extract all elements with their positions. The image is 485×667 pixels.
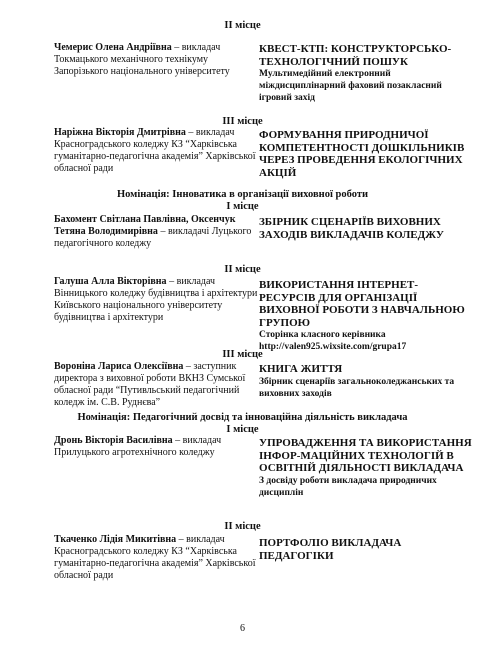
author-name: Ткаченко Лідія Микитівна — [54, 534, 177, 545]
place-heading: II місце — [224, 521, 261, 532]
author-name: Чемерис Олена Андріївна — [54, 42, 172, 53]
work-title: ВИКОРИСТАННЯ ІНТЕРНЕТ-РЕСУРСІВ ДЛЯ ОРГАНІЗАЦІЇ ВИХОВНОЇ РОБОТИ З НАВЧАЛЬНОЮ ГРУПОЮ — [259, 279, 465, 329]
entry-author — [54, 534, 259, 582]
author-name: Наріжна Вікторія Дмитрівна — [54, 127, 186, 138]
work-title: ФОРМУВАННЯ ПРИРОДНИЧОЇ КОМПЕТЕНТНОСТІ ДОШКІЛЬНИКІВ ЧЕРЕЗ ПРОВЕДЕННЯ ЕКОЛОГІЧНИХ АКЦІЙ — [259, 129, 465, 179]
author-affiliation: – викладач Красноградського коледжу КЗ “Харківська гуманітарно-педагогічна академія” Харківської обласної ради — [54, 534, 256, 581]
entry-author — [54, 276, 259, 324]
author-affiliation: – викладач Токмацького механічного технікуму Запорізького національного університету — [54, 42, 230, 77]
author-affiliation: – заступник директора з виховної роботи ВКНЗ Сумської обласної ради “Путивльський педагогічний коледж ім. С.В. Руднєва” — [54, 361, 246, 408]
work-description: Мультимедійний електронний міждисциплінарний фаховий позакласний ігровий захід — [259, 69, 442, 103]
author-name: Вороніна Лариса Олексіївна — [54, 361, 184, 372]
entry-work — [259, 279, 474, 353]
author-affiliation: – викладачі Луцького педагогічного коледжу — [54, 226, 252, 249]
work-title: ЗБІРНИК СЦЕНАРІЇВ ВИХОВНИХ ЗАХОДІВ ВИКЛАДАЧІВ КОЛЕДЖУ — [259, 216, 444, 241]
author-name: Галуша Алла Вікторівна — [54, 276, 167, 287]
work-url: http://valen925.wixsite.com/grupa17 — [259, 342, 407, 352]
author-name: Бахомент Світлана Павлівна, Оксенчук Тетяна Володимирівна — [54, 214, 236, 237]
author-affiliation: – викладач Вінницького коледжу будівництва і архітектури Київського національного університету будівництва і архітектури — [54, 276, 258, 323]
place-heading: II місце — [224, 20, 261, 31]
entry-work — [259, 129, 474, 179]
entry-author — [54, 361, 259, 409]
entry-author — [54, 127, 259, 175]
place-heading: I місце — [226, 201, 259, 212]
work-title: КНИГА ЖИТТЯ — [259, 363, 343, 375]
entry-author — [54, 42, 259, 78]
page-number: 6 — [240, 623, 245, 634]
nomination-heading: Номінація: Педагогічний досвід та інноваційна діяльність викладача — [77, 412, 408, 423]
entry-work — [259, 363, 474, 400]
work-description: З досвіду роботи викладача природничих дисциплін — [259, 475, 437, 498]
place-heading: III місце — [222, 349, 263, 360]
entry-work — [259, 216, 474, 241]
nomination-heading: Номінація: Інноватика в організації виховної роботи — [116, 189, 369, 200]
entry-work — [259, 43, 474, 104]
entry-author — [54, 214, 259, 250]
place-heading: I місце — [226, 424, 259, 435]
work-description: Збірник сценаріїв загальноколеджанських та виховних заходів — [259, 376, 455, 399]
work-title: КВЕСТ-КТП: КОНСТРУКТОРСЬКО-ТЕХНОЛОГІЧНИЙ ПОШУК — [259, 43, 452, 68]
place-heading: III місце — [222, 116, 263, 127]
entry-work — [259, 537, 474, 562]
work-title: УПРОВАДЖЕННЯ ТА ВИКОРИСТАННЯ ІНФОР-МАЦІЙНИХ ТЕХНОЛОГІЙ В ОСВІТНІЙ ДІЯЛЬНОСТІ ВИКЛАДАЧА — [259, 437, 472, 474]
author-affiliation: – викладач Прилуцького агротехнічного коледжу — [54, 435, 222, 458]
entry-work — [259, 437, 474, 499]
work-description: Сторінка класного керівника — [259, 330, 386, 340]
author-affiliation: – викладач Красноградського коледжу КЗ “Харківська гуманітарно-педагогічна академія” Харківської обласної ради — [54, 127, 256, 174]
place-heading: II місце — [224, 264, 261, 275]
entry-author — [54, 435, 259, 459]
work-title: ПОРТФОЛІО ВИКЛАДАЧА ПЕДАГОГІКИ — [259, 537, 402, 562]
author-name: Дронь Вікторія Василівна — [54, 435, 173, 446]
